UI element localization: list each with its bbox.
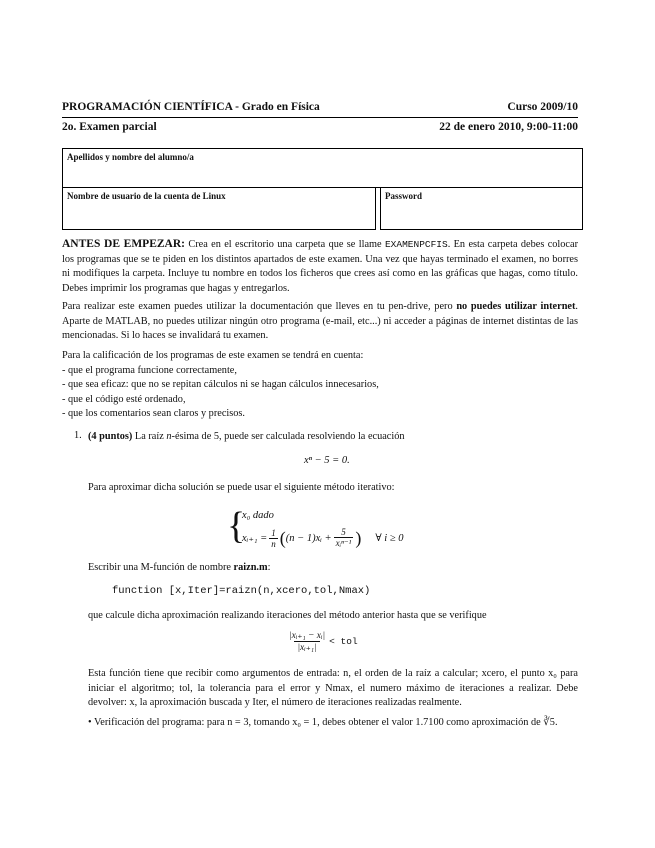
stop-den: |xᵢ₊₁| [294,641,319,653]
intro-lead: ANTES DE EMPEZAR: [62,238,185,250]
problem-statement [88,430,578,445]
function-signature: function [x,Iter]=raizn(n,xcero,tol,Nmax) [112,585,371,597]
statement-n: n [166,431,172,442]
criteria-item: - que el programa funcione correctamente, [62,364,237,376]
linux-user-label: Nombre de usuario de la cuenta de Linux [67,191,226,201]
intro-text-1: Crea en el escritorio una carpeta que se llame [184,239,385,250]
problem-points: (4 puntos) [88,431,133,442]
password-field[interactable] [380,187,583,230]
statement-b: -ésima de 5, puede ser calculada resolviendo la ecuación [171,431,405,442]
criteria-item: - que sea eficaz: que no se repitan cálculos ni se hagan cálculos innecesarios, [62,379,379,390]
mfunc-text-a: Escribir una M-función de nombre [88,562,234,573]
rules-paragraph [62,300,578,344]
intro-text-2: . En esta carpeta debes colocar los programas que se te piden en los distintos apartados de este examen. Una vez que hayas terminado el examen, no borres ni modifiques la carpeta. Incluye tu nombre en todos los ficheros que crees así como en las gráficas que hagas, como título. Debes imprimir los programas que hagas y entregarlos. [62,239,578,294]
verify-text: • Verificación del programa: para n = 3, tomando x₀ = 1, debes obtener el valor 1.7100 como aproximación de ∛5. [88,717,558,728]
stop-num: |xᵢ₊₁ − xᵢ| [289,631,326,641]
stop-criterion [289,630,358,653]
args-text: Esta función tiene que recibir como argumentos de entrada: n, el orden de la raíz a calcular; xcero, el punto x₀ para iniciar el algoritmo; tol, la tolerancia para el error y Nmax, el numero máximo de iteraciones a realizar. Debe devolver: x, la aproximación buscada y Iter, el número de iteraciones realizadas realmente. [88,668,578,708]
exam-title: PROGRAMACIÓN CIENTÍFICA - Grado en Física [62,101,320,113]
criteria-item: - que el código esté ordenado, [62,393,186,405]
mfunc-text [88,561,578,576]
case2-lhs: xᵢ₊₁ = [242,533,268,544]
linux-user-field[interactable] [62,187,376,230]
frac1-den: n [271,538,276,549]
case2-mid: (n − 1)xᵢ + [285,532,332,544]
frac1-num: 1 [271,527,276,538]
case-given: x₀ dado [242,510,274,521]
method-text: Para aproximar dicha solución se puede usar el siguiente método iterativo: [88,482,395,493]
frac2-den: xᵢⁿ⁻¹ [335,538,352,548]
frac-one-over-n [269,528,278,549]
case-iteration [242,527,403,549]
header-row-1 [62,101,578,113]
stop-rhs: < tol [329,636,358,647]
mfunc-name: raizn.m [233,562,268,573]
case2-cond: ∀ i ≥ 0 [375,533,404,544]
student-name-label: Apellidos y nombre del alumno/a [67,152,194,162]
frac2-num: 5 [341,527,346,537]
criteria-intro: Para la calificación de los programas de este examen se tendrá en cuenta: [62,350,364,361]
rules-text-1: Para realizar este examen puedes utilizar la documentación que lleves en tu pen-drive, pero [62,301,457,312]
criteria-item: - que los comentarios sean claros y precisos. [62,408,246,419]
paren-open: ( [279,527,286,548]
rules-bold: no puedes utilizar internet [456,301,576,312]
criteria-list [62,349,578,422]
password-label: Password [385,191,423,201]
rules-text-2: . Aparte de MATLAB, no puedes utilizar ningún otro programa (e-mail, etc...) ni acceder a páginas de internet distintas de las mencionadas. Si lo haces se invalidará tu examen. [62,301,578,341]
student-name-field[interactable] [62,148,583,188]
equation: xⁿ − 5 = 0. [304,455,350,466]
exam-name: 2o. Examen parcial [62,121,157,133]
stop-text: que calcule dicha aproximación realizando iteraciones del método anterior hasta que se verifique [88,610,487,621]
problem-number: 1. [74,430,82,441]
exam-date: 22 de enero 2010, 9:00-11:00 [439,121,578,133]
course-year: Curso 2009/10 [507,101,578,113]
header-divider [62,117,578,118]
mfunc-text-b: : [267,562,271,573]
folder-name: EXAMENPCFIS [384,239,448,250]
intro-paragraph [62,237,578,296]
paren-close: ) [355,527,362,548]
stop-frac [289,630,325,653]
frac-five [334,527,354,549]
cases-brace: { [227,505,246,547]
statement-a: La raíz [132,431,167,442]
header-row-2 [62,121,578,133]
